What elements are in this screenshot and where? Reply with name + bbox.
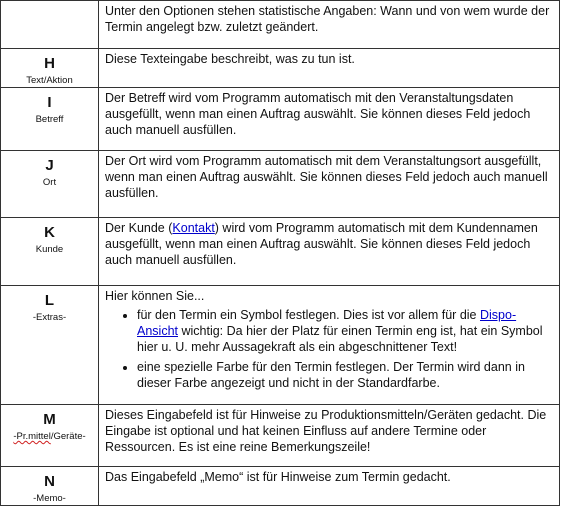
key-cell: [1, 467, 99, 506]
key-letter: K: [44, 224, 55, 241]
description-cell: [99, 218, 560, 286]
description-text: Unter den Optionen stehen statistische Angaben: Wann und von wem wurde der Termin angelegt bzw. zuletzt geändert.: [105, 4, 550, 34]
description-text: Der Betreff wird vom Programm automatisch mit den Veranstaltungsdaten ausgefüllt, wenn man einen Auftrag auswählt. Sie können dieses Feld jedoch auch manuell ausfüllen.: [105, 91, 531, 137]
description-cell: [99, 286, 560, 405]
key-cell: [1, 218, 99, 286]
key-label-rest: /Geräte-: [50, 431, 86, 442]
list-item: [137, 359, 553, 391]
key-label: Betreff: [35, 114, 64, 125]
table-row: [1, 405, 560, 467]
list-item: [137, 307, 553, 355]
table-row: [1, 1, 560, 49]
description-text: Dieses Eingabefeld ist für Hinweise zu Produktionsmitteln/Geräten gedacht. Die Eingabe ist optional und hat keinen Einfluss auf andere Termine oder Ressourcen. Es ist eine reine Bemerkungszeile!: [105, 408, 547, 454]
key-label: Ort: [42, 177, 57, 188]
key-cell: [1, 286, 99, 405]
bullet-text-before: für den Termin ein Symbol festlegen. Dies ist vor allem für die: [137, 308, 480, 322]
bullet-text: eine spezielle Farbe für den Termin festlegen. Der Termin wird dann in dieser Farbe angezeigt und nicht in der Standardfarbe.: [137, 360, 525, 390]
bullet-text-after: wichtig: Da hier der Platz für einen Termin eng ist, hat ein Symbol hier u. U. mehr Aussagekraft als ein abgeschnittener Text!: [137, 324, 543, 354]
key-cell: [1, 88, 99, 151]
table-row: [1, 218, 560, 286]
description-text-after: ) wird vom Programm automatisch mit dem Kundennamen ausgefüllt, wenn man einen Auftrag auswählt. Sie können dieses Feld jedoch auch manuell ausfüllen.: [105, 221, 538, 267]
key-letter: J: [45, 157, 54, 174]
key-cell: [1, 151, 99, 218]
kontakt-link[interactable]: Kontakt: [172, 221, 215, 235]
extras-list: [105, 307, 553, 391]
key-label: [1, 431, 98, 443]
table-row: [1, 151, 560, 218]
key-letter: I: [47, 94, 52, 111]
key-letter: H: [44, 55, 55, 72]
key-label: Text/Aktion: [26, 75, 73, 86]
key-letter: M: [43, 411, 56, 428]
key-letter: N: [44, 473, 55, 490]
description-cell: [99, 151, 560, 218]
key-label: Kunde: [35, 244, 64, 255]
description-text: Das Eingabefeld „Memo“ ist für Hinweise zum Termin gedacht.: [105, 470, 451, 484]
table-row: [1, 88, 560, 151]
key-letter: L: [44, 292, 55, 309]
description-text-before: Der Kunde (: [105, 221, 173, 235]
description-cell: [99, 1, 560, 49]
description-cell: [99, 405, 560, 467]
key-cell: [1, 405, 99, 467]
key-label: -Memo-: [33, 493, 66, 504]
description-cell: [99, 467, 560, 506]
description-text: Der Ort wird vom Programm automatisch mit dem Veranstaltungsort ausgefüllt, wenn man einen Auftrag auswählt. Sie können dieses Feld jedoch auch manuell ausfüllen.: [105, 154, 548, 200]
description-cell: [99, 49, 560, 88]
extras-intro: Hier können Sie...: [105, 289, 205, 303]
dispo-ansicht-link[interactable]: Dispo-Ansicht: [137, 308, 517, 338]
table-row: [1, 49, 560, 88]
description-text: Diese Texteingabe beschreibt, was zu tun ist.: [105, 52, 355, 66]
key-label: -Extras-: [32, 312, 67, 323]
key-cell: [1, 49, 99, 88]
description-cell: [99, 88, 560, 151]
key-cell-empty: [1, 1, 99, 49]
spellcheck-flagged-text: -Pr.mittel: [13, 431, 51, 442]
table-row: [1, 286, 560, 405]
table-row: [1, 467, 560, 506]
